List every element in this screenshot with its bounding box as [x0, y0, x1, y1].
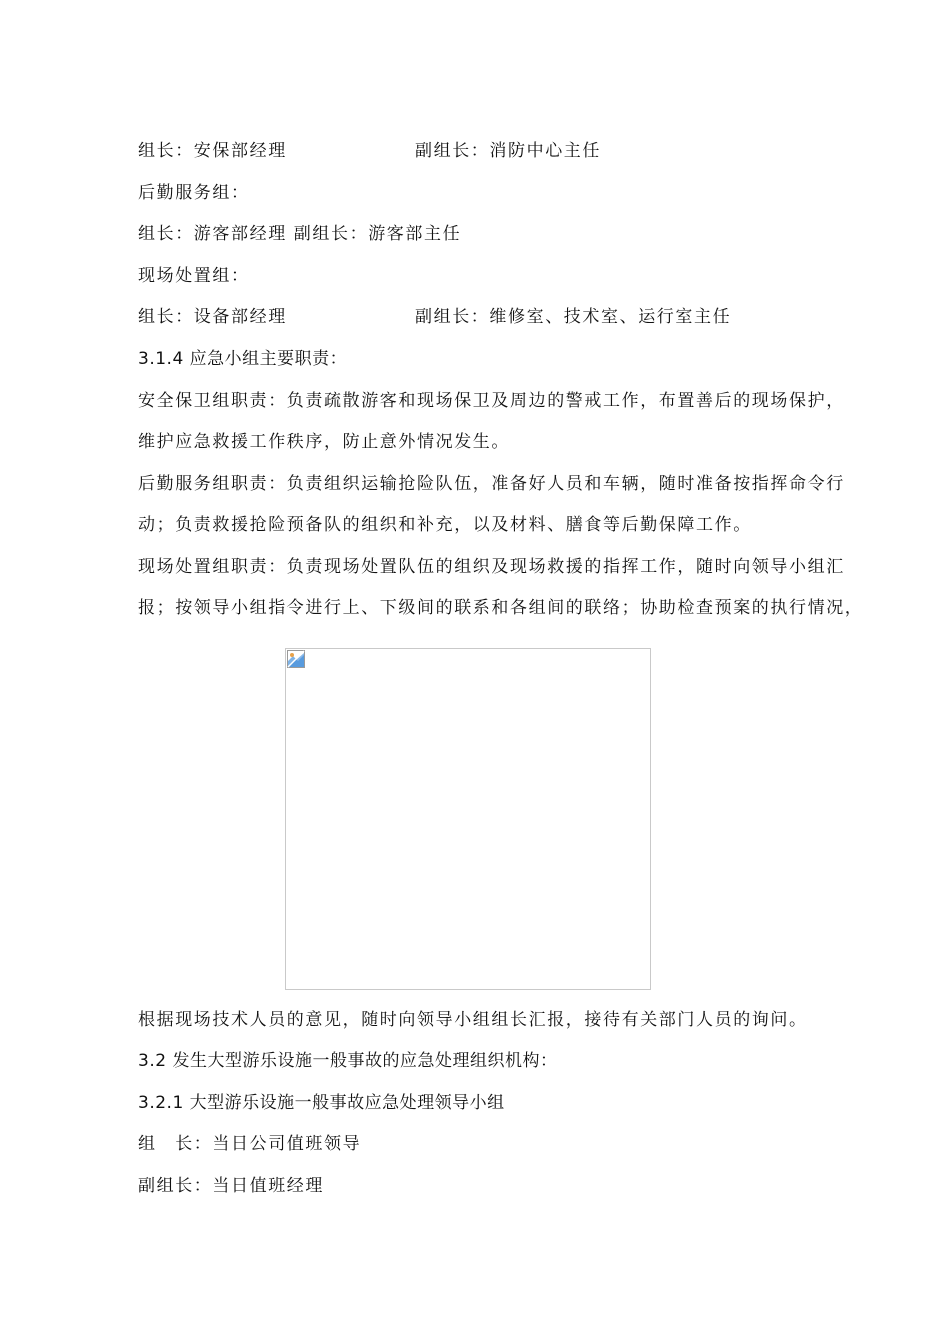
leading-group-deputy: 副组长：当日值班经理: [138, 1176, 324, 1196]
broken-image-placeholder: [285, 648, 651, 990]
leading-group-leader: 组 长：当日公司值班领导: [138, 1134, 362, 1154]
security-group-deputy: 副组长：消防中心主任: [415, 141, 601, 161]
logistics-group-leaders: 组长：游客部经理 副组长：游客部主任: [138, 224, 462, 244]
section-3-2-1-heading: 3.2.1 大型游乐设施一般事故应急处理领导小组: [138, 1093, 505, 1113]
onsite-group-heading: 现场处置组：: [138, 266, 250, 286]
onsite-duties-line-3: 根据现场技术人员的意见，随时向领导小组组长汇报，接待有关部门人员的询问。: [138, 1010, 808, 1030]
security-duties-line-1: 安全保卫组职责：负责疏散游客和现场保卫及周边的警戒工作，布置善后的现场保护，: [138, 391, 845, 411]
logistics-duties-line-1: 后勤服务组职责：负责组织运输抢险队伍，准备好人员和车辆，随时准备按指挥命令行: [138, 474, 845, 494]
logistics-duties-line-2: 动；负责救援抢险预备队的组织和补充，以及材料、膳食等后勤保障工作。: [138, 515, 752, 535]
onsite-group-leader: 组长：设备部经理: [138, 307, 287, 327]
broken-image-icon: [287, 650, 305, 668]
section-3-1-4-heading: 3.1.4 应急小组主要职责：: [138, 349, 348, 369]
security-duties-line-2: 维护应急救援工作秩序，防止意外情况发生。: [138, 432, 510, 452]
logistics-group-heading: 后勤服务组：: [138, 183, 250, 203]
section-3-2-heading: 3.2 发生大型游乐设施一般事故的应急处理组织机构：: [138, 1051, 558, 1071]
onsite-group-deputy: 副组长：维修室、技术室、运行室主任: [415, 307, 732, 327]
onsite-duties-line-1: 现场处置组职责：负责现场处置队伍的组织及现场救援的指挥工作，随时向领导小组汇: [138, 557, 845, 577]
onsite-duties-line-2: 报；按领导小组指令进行上、下级间的联系和各组间的联络；协助检查预案的执行情况，: [138, 598, 864, 618]
security-group-leader: 组长：安保部经理: [138, 141, 287, 161]
